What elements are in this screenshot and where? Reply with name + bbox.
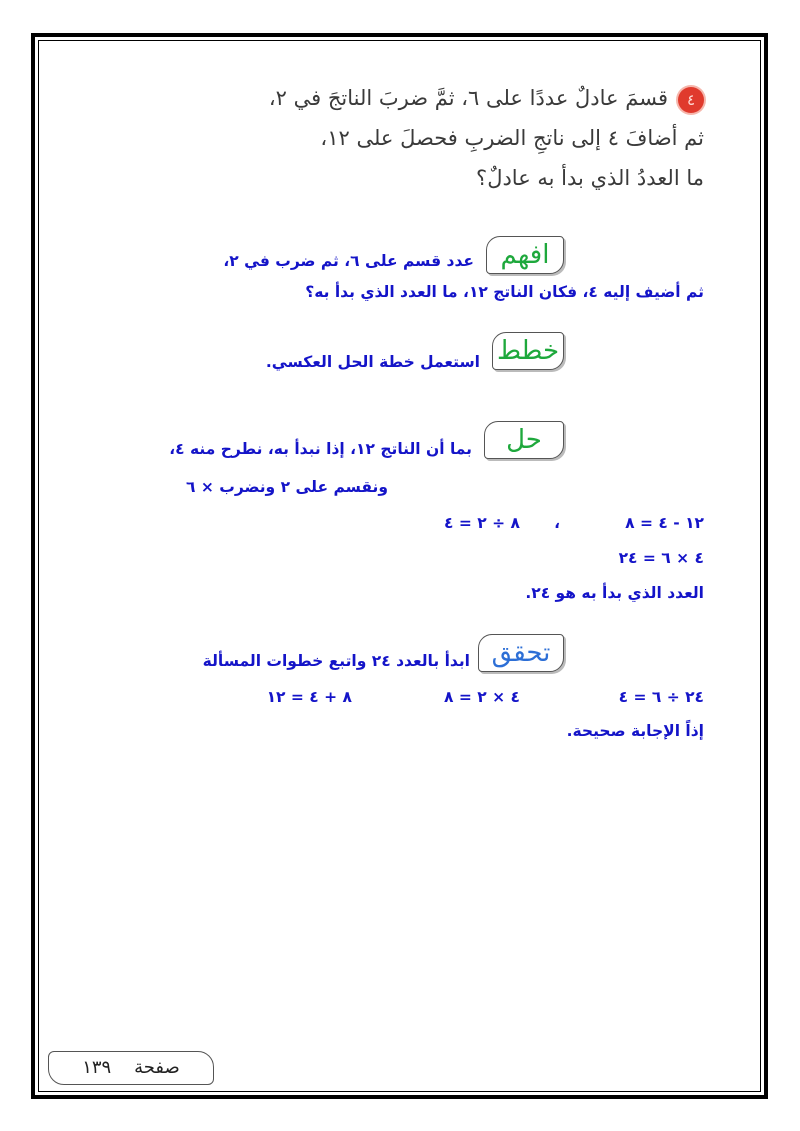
solve-line-2: ونقسم على ٢ ونضرب × ٦ <box>186 478 388 496</box>
tag-understand: افهم <box>486 236 564 274</box>
tag-solve: حل <box>484 421 564 459</box>
solve-answer: العدد الذي بدأ به هو ٢٤. <box>525 584 704 602</box>
check-eq-b: ٤ × ٢ = ٨ <box>444 688 520 706</box>
solve-eq-1a: ١٢ - ٤ = ٨ <box>625 514 704 532</box>
check-line-1: ابدأ بالعدد ٢٤ واتبع خطوات المسألة <box>202 652 470 670</box>
page-number-tab <box>48 1051 214 1085</box>
check-conclusion: إذاً الإجابة صحيحة. <box>566 722 704 740</box>
problem-line-2: ثم أضافَ ٤ إلى ناتجِ الضربِ فحصلَ على ١٢، <box>320 126 704 150</box>
solve-eq-2: ٤ × ٦ = ٢٤ <box>618 549 704 567</box>
problem-statement <box>144 78 704 198</box>
understand-line-2: ثم أضيف إليه ٤، فكان الناتج ١٢، ما العدد الذي بدأ به؟ <box>305 283 704 301</box>
understand-line-1: عدد قسم على ٦، ثم ضرب في ٢، <box>223 252 474 270</box>
problem-text-1: قسمَ عادلٌ عددًا على ٦، ثمَّ ضربَ الناتجَ في ٢، <box>268 86 668 110</box>
plan-line-1: استعمل خطة الحل العكسي. <box>265 353 480 371</box>
check-eq-a: ٢٤ ÷ ٦ = ٤ <box>618 688 704 706</box>
solve-eq-1b: ٨ ÷ ٢ = ٤ <box>444 514 520 532</box>
solve-line-1: بما أن الناتج ١٢، إذا نبدأ به، نطرح منه ٤، <box>169 440 472 458</box>
solve-eq-1-sep: ، <box>554 514 560 532</box>
page-label: صفحة <box>134 1057 180 1078</box>
tag-check: تحقق <box>478 634 564 672</box>
tag-plan: خطط <box>492 332 564 370</box>
problem-line-3: ما العددُ الذي بدأ به عادلٌ؟ <box>476 166 704 190</box>
check-eq-c: ٨ + ٤ = ١٢ <box>266 688 352 706</box>
problem-number-badge: ٤ <box>678 87 704 113</box>
problem-line-1 <box>144 78 704 118</box>
page-number: ١٣٩ <box>82 1057 112 1078</box>
